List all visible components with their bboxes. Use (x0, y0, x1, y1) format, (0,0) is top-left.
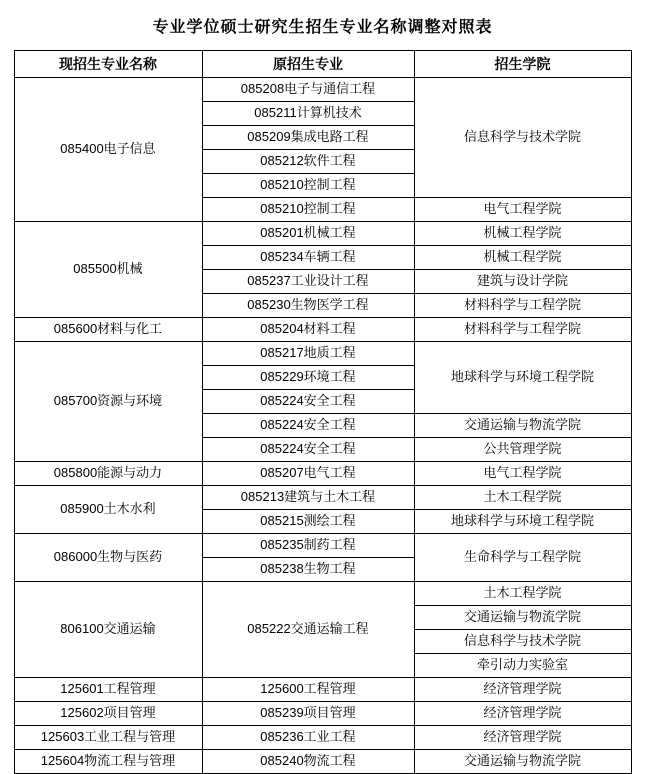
cell-original-major: 085230生物医学工程 (202, 294, 414, 318)
cell-college: 土木工程学院 (414, 582, 631, 606)
column-header-college: 招生学院 (414, 51, 631, 78)
table-row (14, 534, 631, 558)
table-row (14, 726, 631, 750)
cell-college: 生命科学与工程学院 (414, 534, 631, 582)
cell-current-major: 806100交通运输 (14, 582, 202, 678)
cell-college: 经济管理学院 (414, 702, 631, 726)
table-row (14, 582, 631, 606)
table-body (14, 78, 631, 774)
column-header-current-major: 现招生专业名称 (14, 51, 202, 78)
cell-original-major: 085234车辆工程 (202, 246, 414, 270)
cell-college: 电气工程学院 (414, 198, 631, 222)
cell-current-major: 086000生物与医药 (14, 534, 202, 582)
cell-college: 材料科学与工程学院 (414, 318, 631, 342)
cell-original-major: 085237工业设计工程 (202, 270, 414, 294)
cell-current-major: 125604物流工程与管理 (14, 750, 202, 774)
cell-original-major: 085210控制工程 (202, 198, 414, 222)
cell-college: 信息科学与技术学院 (414, 78, 631, 198)
cell-current-major: 125603工业工程与管理 (14, 726, 202, 750)
cell-college: 地球科学与环境工程学院 (414, 342, 631, 414)
cell-college: 建筑与设计学院 (414, 270, 631, 294)
cell-original-major: 085240物流工程 (202, 750, 414, 774)
cell-current-major: 085400电子信息 (14, 78, 202, 222)
table-row (14, 462, 631, 486)
cell-current-major: 125601工程管理 (14, 678, 202, 702)
cell-original-major: 085239项目管理 (202, 702, 414, 726)
table-row (14, 486, 631, 510)
cell-original-major: 085207电气工程 (202, 462, 414, 486)
cell-original-major: 085215测绘工程 (202, 510, 414, 534)
table-row (14, 678, 631, 702)
table-row (14, 342, 631, 366)
cell-college: 经济管理学院 (414, 678, 631, 702)
major-adjustment-table (14, 50, 632, 774)
cell-original-major: 085217地质工程 (202, 342, 414, 366)
cell-college: 交通运输与物流学院 (414, 606, 631, 630)
cell-college: 机械工程学院 (414, 222, 631, 246)
cell-original-major: 085224安全工程 (202, 414, 414, 438)
table-row (14, 702, 631, 726)
cell-college: 土木工程学院 (414, 486, 631, 510)
cell-college: 牵引动力实验室 (414, 654, 631, 678)
page-title: 专业学位硕士研究生招生专业名称调整对照表 (152, 19, 493, 36)
cell-original-major: 085211计算机技术 (202, 102, 414, 126)
cell-current-major: 085900土木水利 (14, 486, 202, 534)
cell-original-major: 085201机械工程 (202, 222, 414, 246)
cell-original-major: 085235制药工程 (202, 534, 414, 558)
table-row (14, 318, 631, 342)
cell-original-major: 085222交通运输工程 (202, 582, 414, 678)
cell-college: 电气工程学院 (414, 462, 631, 486)
cell-current-major: 085500机械 (14, 222, 202, 318)
cell-original-major: 085204材料工程 (202, 318, 414, 342)
cell-college: 经济管理学院 (414, 726, 631, 750)
cell-college: 交通运输与物流学院 (414, 750, 631, 774)
cell-original-major: 085212软件工程 (202, 150, 414, 174)
cell-college: 地球科学与环境工程学院 (414, 510, 631, 534)
cell-original-major: 085224安全工程 (202, 438, 414, 462)
cell-college: 机械工程学院 (414, 246, 631, 270)
cell-original-major: 085229环境工程 (202, 366, 414, 390)
cell-current-major: 085600材料与化工 (14, 318, 202, 342)
cell-college: 材料科学与工程学院 (414, 294, 631, 318)
cell-original-major: 085236工业工程 (202, 726, 414, 750)
cell-original-major: 085210控制工程 (202, 174, 414, 198)
table-header-row (14, 51, 631, 78)
column-header-original-major: 原招生专业 (202, 51, 414, 78)
cell-current-major: 085700资源与环境 (14, 342, 202, 462)
table-row (14, 222, 631, 246)
cell-original-major: 085238生物工程 (202, 558, 414, 582)
table-row (14, 78, 631, 102)
cell-original-major: 125600工程管理 (202, 678, 414, 702)
cell-original-major: 085209集成电路工程 (202, 126, 414, 150)
cell-college: 公共管理学院 (414, 438, 631, 462)
cell-original-major: 085208电子与通信工程 (202, 78, 414, 102)
cell-current-major: 125602项目管理 (14, 702, 202, 726)
cell-college: 交通运输与物流学院 (414, 414, 631, 438)
cell-college: 信息科学与技术学院 (414, 630, 631, 654)
cell-original-major: 085224安全工程 (202, 390, 414, 414)
table-row (14, 750, 631, 774)
cell-current-major: 085800能源与动力 (14, 462, 202, 486)
cell-original-major: 085213建筑与土木工程 (202, 486, 414, 510)
